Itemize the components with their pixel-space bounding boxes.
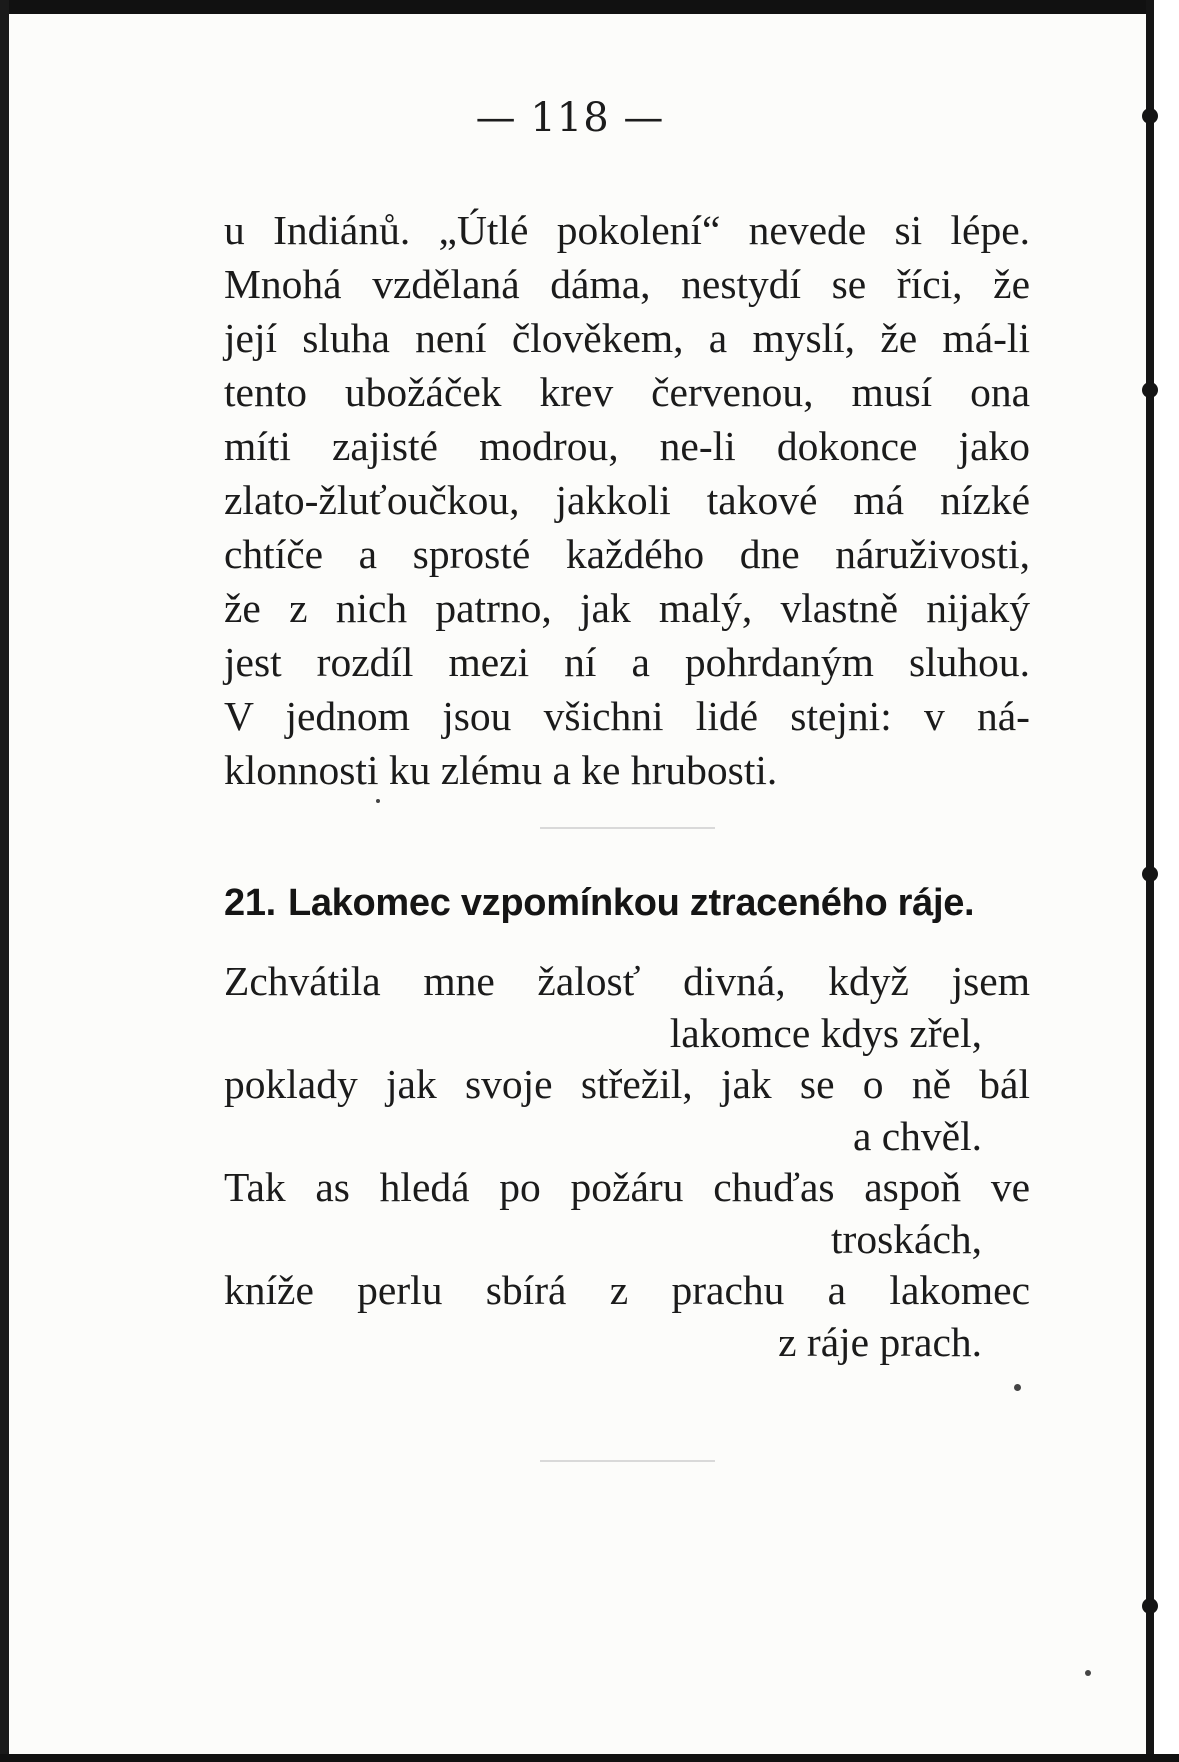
poem	[224, 956, 1030, 1368]
text-line: chtíče a sprosté každého dne náruživosti,	[224, 531, 1030, 577]
text-line: že z nich patrno, jak malý, vlastně nijaký	[224, 585, 1030, 631]
poem-line: Tak as hledá po požáru chuďas aspoň ve	[224, 1164, 1030, 1210]
scan-speck	[1085, 1670, 1091, 1676]
prose-paragraph	[224, 203, 1030, 797]
poem-line: Zchvátila mne žalosť divná, když jsem	[224, 958, 1030, 1004]
text-line: zlato-žluťoučkou, jakkoli takové má nízké	[224, 477, 1030, 523]
section-number: 21.	[224, 882, 276, 924]
binding-mark	[1142, 108, 1158, 124]
section-heading	[224, 878, 1030, 928]
section-divider	[540, 827, 715, 829]
binding-mark	[1142, 382, 1158, 398]
end-divider	[540, 1460, 715, 1462]
scan-border-bottom	[0, 1754, 1179, 1762]
section-title: Lakomec vzpomínkou ztraceného ráje.	[287, 882, 975, 924]
poem-line: poklady jak svoje střežil, jak se o ně bál	[224, 1061, 1030, 1107]
text-line: tento ubožáček krev červenou, musí ona	[224, 369, 1030, 415]
scan-border-left	[0, 0, 9, 1762]
text-line: míti zajisté modrou, ne-li dokonce jako	[224, 423, 1030, 469]
poem-line-continuation: lakomce kdys zřel,	[669, 1009, 982, 1056]
text-line: její sluha není člověkem, a myslí, že má-li	[224, 315, 1030, 361]
binding-mark	[1142, 1598, 1158, 1614]
text-line: u Indiánů. „Útlé pokolení“ nevede si lépe.	[224, 207, 1030, 253]
text-line: klonnosti ku zlému a ke hrubosti.	[224, 747, 778, 793]
scan-speck	[376, 799, 380, 803]
poem-line-continuation: z ráje prach.	[778, 1318, 982, 1365]
poem-line: kníže perlu sbírá z prachu a lakomec	[224, 1267, 1030, 1313]
text-line: V jednom jsou všichni lidé stejni: v ná-	[224, 693, 1030, 739]
poem-line-continuation: troskách,	[831, 1215, 982, 1262]
binding-mark	[1142, 866, 1158, 882]
scan-speck	[1014, 1384, 1021, 1391]
page-number: — 118 —	[475, 95, 665, 141]
text-line: Mnohá vzdělaná dáma, nestydí se říci, že	[224, 261, 1030, 307]
scan-border-top	[0, 0, 1179, 14]
text-line: jest rozdíl mezi ní a pohrdaným sluhou.	[224, 639, 1030, 685]
poem-line-continuation: a chvěl.	[852, 1112, 982, 1159]
